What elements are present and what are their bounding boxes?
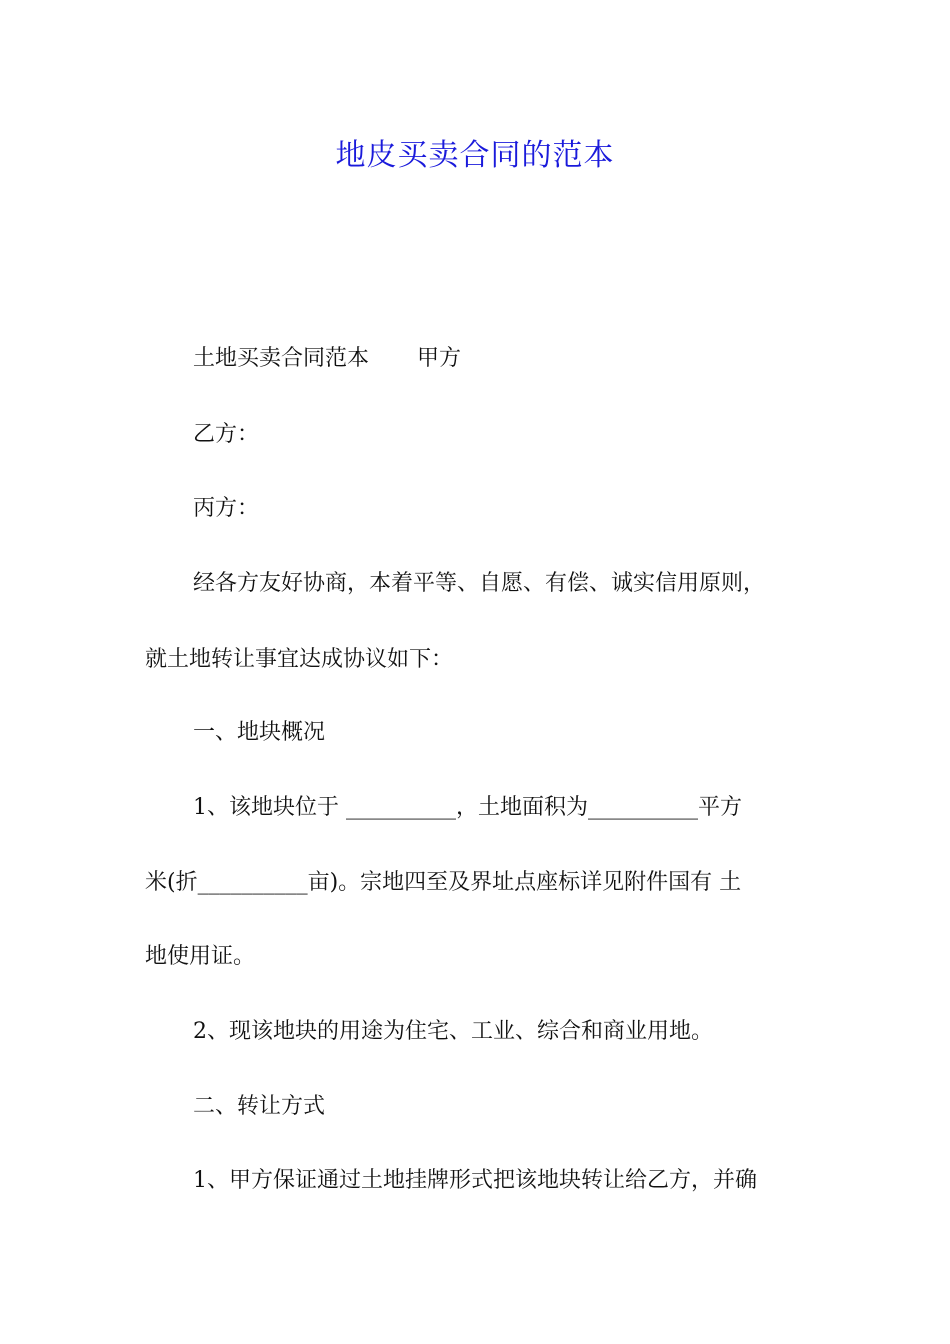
item-1-2: 2、现该地块的用途为住宅、工业、综合和商业用地。	[193, 1019, 713, 1044]
party-a-label: 甲方	[417, 346, 462, 371]
intro-paragraph-line-1: 经各方友好协商，本着平等、自愿、有偿、诚实信用原则，	[193, 571, 766, 596]
item-1-1-line-3: 地使用证。	[145, 944, 256, 969]
section-1-heading: 一、地块概况	[193, 720, 326, 745]
party-b-label: 乙方：	[193, 422, 260, 447]
item-2-1-line-1: 1、甲方保证通过土地挂牌形式把该地块转让给乙方，并确	[193, 1168, 757, 1193]
party-header-line	[193, 344, 461, 374]
contract-name: 土地买卖合同范本	[193, 346, 370, 371]
document-title: 地皮买卖合同的范本	[335, 138, 615, 173]
intro-paragraph-line-2: 就土地转让事宜达成协议如下：	[145, 647, 454, 672]
section-2-heading: 二、转让方式	[193, 1094, 326, 1119]
item-1-1-line-2: 米(折__________亩)。宗地四至及界址点座标详见附件国有 土	[145, 870, 742, 895]
party-c-label: 丙方：	[193, 496, 260, 521]
item-1-1-line-1: 1、该地块位于 __________，土地面积为__________平方	[193, 795, 742, 820]
